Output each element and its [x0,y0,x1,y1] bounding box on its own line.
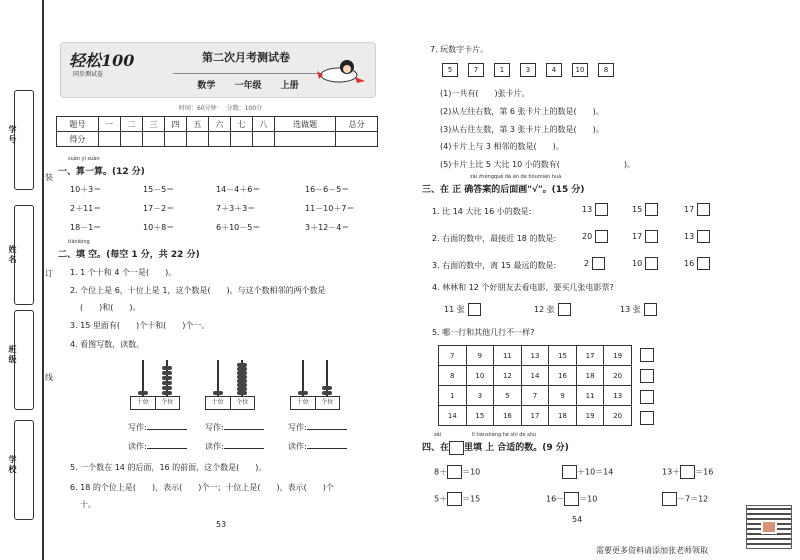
number-card: 1 [494,63,510,77]
abacus-bead [322,391,332,395]
read-label: 读作: [288,442,307,451]
abacus-2 [205,358,255,410]
row-check-box[interactable] [640,369,654,383]
choice-question-2: 2. 右面的数中，最接近 18 的数是: [432,234,557,243]
subject: 数学 [197,81,216,91]
choice-question-1: 1. 比 14 大比 16 小的数是: [432,207,532,216]
grid-cell: 12 [494,366,522,386]
calc-item[interactable]: 17－2＝ [143,204,175,213]
choice-question-4: 4. 林林和 12 个好朋友去看电影，要买几张电影票? [432,283,614,292]
grid-cell: 15 [466,406,494,426]
abacus-bead [138,391,148,395]
binding-mark-3: 线 [45,373,53,382]
number-card: 5 [442,63,458,77]
calc-item[interactable]: 6＋10－5＝ [216,223,261,232]
student-id-label: 学号 [8,125,17,145]
score-input[interactable] [252,132,274,147]
grid-row [439,346,632,366]
section4-pinyin-a: zài [434,432,442,438]
choice-question-5: 5. 哪一行和其他几行不一样? [432,328,535,337]
calc-item[interactable]: 14－4＋6＝ [216,185,261,194]
number-grid [438,345,632,426]
exam-title: 第二次月考测试卷 [202,51,290,64]
grid-cell: 7 [521,386,549,406]
student-name-label: 姓名 [8,245,17,265]
answer-box[interactable] [680,465,695,479]
answer-box[interactable] [447,492,462,506]
grid-cell: 19 [604,346,632,366]
abacus-bead [162,391,172,395]
card-question-4[interactable]: (4)卡片上与 3 相邻的数是( )。 [440,142,564,151]
equation-item[interactable]: 5＋ ＝15 [434,492,480,506]
equation-item[interactable]: －7＝12 [662,492,708,506]
grid-row [439,406,632,426]
grid-cell: 16 [494,406,522,426]
abacus-bead [237,383,247,387]
grid-cell: 20 [604,366,632,386]
score-input[interactable] [230,132,252,147]
calc-item[interactable]: 10＋3＝ [70,185,102,194]
score-cell: 五 [186,117,208,132]
score-input[interactable] [98,132,120,147]
grid-row [439,366,632,386]
abacus-bead [237,391,247,395]
sample-box [449,441,464,455]
score-row-label: 得分 [57,132,99,147]
calc-item[interactable]: 11－10＋7＝ [305,204,355,213]
row-check-box[interactable] [640,348,654,362]
grid-cell: 20 [604,406,632,426]
score-table-score-row [57,132,378,147]
grid-cell: 8 [439,366,467,386]
binding-line [42,0,44,560]
write-answer-2[interactable] [205,421,264,433]
choice-option[interactable]: 13 [582,203,608,216]
score-table-header-row [57,117,378,132]
answer-box[interactable] [564,492,579,506]
choice-option[interactable]: 12 张 [534,303,571,316]
write-answer-1[interactable] [128,421,187,433]
grid-cell: 16 [549,366,577,386]
page-number-right: 54 [572,515,583,524]
abacus-bead [237,363,247,367]
grid-cell: 15 [549,346,577,366]
abacus-bead [213,391,223,395]
calc-item[interactable]: 15－5＝ [143,185,175,194]
score-cell: 八 [252,117,274,132]
section3-pinyin: zài zhèngquè dá àn de hòumiàn huà [470,174,562,180]
write-answer-3[interactable] [288,421,347,433]
time-score-row [175,103,266,112]
grid-cell: 19 [576,406,604,426]
abacus-3 [290,358,340,410]
read-answer-2[interactable] [205,440,264,452]
section4-title-a: 四、在 [422,443,450,453]
full-score: 分数：100分 [226,105,263,112]
tens-label: 十位 [131,397,156,409]
score-input[interactable] [120,132,142,147]
grid-cell: 18 [549,406,577,426]
school-label: 学校 [8,455,17,475]
grid-cell: 11 [576,386,604,406]
choice-option[interactable]: 11 张 [444,303,481,316]
calc-item[interactable]: 3＋12－4＝ [305,223,350,232]
abacus-bead [237,379,247,383]
page-number-left: 53 [216,520,227,529]
abacus-bead [237,371,247,375]
grid-cell: 7 [439,346,467,366]
binding-strip [0,0,58,560]
abacus-bead [322,386,332,390]
abacus-base [130,396,180,410]
score-cell: 四 [164,117,186,132]
term: 上册 [280,81,299,91]
section4-title [422,440,569,455]
choice-option[interactable]: 17 [632,230,658,243]
score-table [56,116,378,147]
fill-question-6a[interactable]: 6. 18 的个位上是( )，表示( )个一；十位上是( )，表示( )个 [70,483,334,492]
number-card: 3 [520,63,536,77]
grid-cell: 17 [576,346,604,366]
section1-pinyin: suàn yi suàn [68,156,100,162]
grid-cell: 9 [549,386,577,406]
equation-item[interactable]: ＋10＝14 [562,465,613,479]
binding-mark-1: 装 [45,173,53,182]
ones-label: 个位 [321,399,334,406]
brand-logo: 轻松100 [69,51,135,70]
read-label: 读作: [205,442,224,451]
calc-item[interactable]: 18－1＝ [70,223,102,232]
time-limit: 时间：60分钟 [179,105,217,112]
abacus-bead [237,375,247,379]
choice-option[interactable]: 13 [684,230,710,243]
grid-cell: 14 [439,406,467,426]
score-input[interactable] [164,132,186,147]
grid-cell: 3 [466,386,494,406]
write-label: 写作: [288,423,307,432]
class-label: 班级 [8,345,17,365]
abacus-bead [237,387,247,391]
grid-cell: 11 [494,346,522,366]
score-cell: 总分 [336,117,378,132]
row-check-box[interactable] [640,411,654,425]
grid-cell: 14 [521,366,549,386]
answer-box[interactable] [447,465,462,479]
abacus-bead [162,386,172,390]
tens-label: 十位 [291,397,316,409]
score-cell: 一 [98,117,120,132]
read-answer-3[interactable] [288,440,347,452]
abacus-bead [298,391,308,395]
ones-label: 个位 [161,399,174,406]
score-input[interactable] [142,132,164,147]
score-input[interactable] [336,132,378,147]
write-label: 写作: [128,423,147,432]
ones-label: 个位 [236,399,249,406]
abacus-base [205,396,255,410]
grid-cell: 10 [466,366,494,386]
abacus-bead [162,366,172,370]
section4-pinyin-b: lǐ tiánshàng hé shì de shù [472,432,537,438]
answer-box[interactable] [662,492,677,506]
binding-mark-2: 订 [45,269,53,278]
section3-title: 三、在 正 确答案的后面画"√"。(15 分) [422,185,585,195]
score-input[interactable] [208,132,230,147]
score-input[interactable] [275,132,336,147]
score-cell: 三 [142,117,164,132]
calc-item[interactable]: 7＋3＋3＝ [216,204,256,213]
grid-cell: 9 [466,346,494,366]
abacus-bead [162,381,172,385]
number-card: 8 [598,63,614,77]
grid-cell: 13 [521,346,549,366]
fill-question-2a[interactable]: 2. 个位上是 6，十位上是 1，这个数是( )。与这个数相邻的两个数是 [70,286,326,295]
section2-pinyin: tiánkòng [68,239,90,245]
choice-option[interactable]: 2 [584,257,605,270]
grid-cell: 5 [494,386,522,406]
score-cell: 六 [208,117,230,132]
score-cell: 二 [120,117,142,132]
qr-code[interactable] [746,505,792,549]
question-7-title: 7. 玩数字卡片。 [430,45,489,54]
choice-option[interactable]: 13 张 [620,303,657,316]
grid-row [439,386,632,406]
abacus-base [290,396,340,410]
qr-avatar [761,520,777,534]
number-card: 4 [546,63,562,77]
fill-question-5[interactable]: 5. 一个数在 14 的后面，16 的前面，这个数是( )。 [70,463,267,472]
grid-cell: 17 [521,406,549,426]
choice-option[interactable]: 20 [582,230,608,243]
tens-label: 十位 [206,397,231,409]
score-cell: 题号 [57,117,99,132]
calc-item[interactable]: 16－6－5＝ [305,185,350,194]
answer-box[interactable] [562,465,577,479]
read-label: 读作: [128,442,147,451]
card-question-2[interactable]: (2)从左往右数，第 6 张卡片上的数是( )。 [440,107,604,116]
calc-item[interactable]: 2＋11＝ [70,204,102,213]
read-answer-1[interactable] [128,440,187,452]
choice-option[interactable]: 10 [632,257,658,270]
rocket-boy-icon [317,51,367,91]
choice-option[interactable]: 15 [632,203,658,216]
abacus-1 [130,358,180,410]
abacus-bead [237,367,247,371]
abacus-bead [162,371,172,375]
choice-option[interactable]: 17 [684,203,710,216]
grid-cell: 1 [439,386,467,406]
section1-title: 一、算一算。(12 分) [58,167,145,177]
number-card: 7 [468,63,484,77]
abacus-bead [162,376,172,380]
subject-row [173,73,323,91]
score-input[interactable] [186,132,208,147]
grade: 一年级 [234,81,262,91]
footer-note: 需要更多资料请添加张老师领取 [596,546,708,555]
card-question-5[interactable]: (5)卡片上比 5 大比 10 小的数有( )。 [440,160,636,169]
brand-subtitle: 同步测试卷 [73,71,104,78]
score-cell: 七 [230,117,252,132]
equation-item[interactable]: 8＋ ＝10 [434,465,480,479]
section4-title-b: 里填 上 合适的数。(9 分) [464,443,569,453]
card-question-3[interactable]: (3)从右往左数，第 3 张卡片上的数是( )。 [440,125,604,134]
choice-option[interactable]: 16 [684,257,710,270]
fill-question-4: 4. 看图写数，读数。 [70,340,145,349]
fill-question-2b[interactable]: ( )和( )。 [80,303,141,312]
grid-cell: 13 [604,386,632,406]
score-cell: 选做题 [275,117,336,132]
number-card: 10 [572,63,588,77]
exam-header [60,42,376,98]
fill-question-6b: 十。 [80,500,96,509]
row-check-box[interactable] [640,390,654,404]
fill-question-3[interactable]: 3. 15 里面有( )个十和( )个一。 [70,321,210,330]
fill-question-1[interactable]: 1. 1 个十和 4 个一是( )。 [70,268,177,277]
equation-item[interactable]: 13＋ ＝16 [662,465,713,479]
write-label: 写作: [205,423,224,432]
calc-item[interactable]: 10＋8＝ [143,223,175,232]
card-question-1[interactable]: (1)一共有( )张卡片。 [440,89,530,98]
grid-cell: 18 [576,366,604,386]
choice-question-3: 3. 右面的数中，离 15 最远的数是: [432,261,557,270]
equation-item[interactable]: 16－ ＝10 [546,492,597,506]
section2-title: 二、填 空。(每空 1 分，共 22 分) [58,250,200,260]
